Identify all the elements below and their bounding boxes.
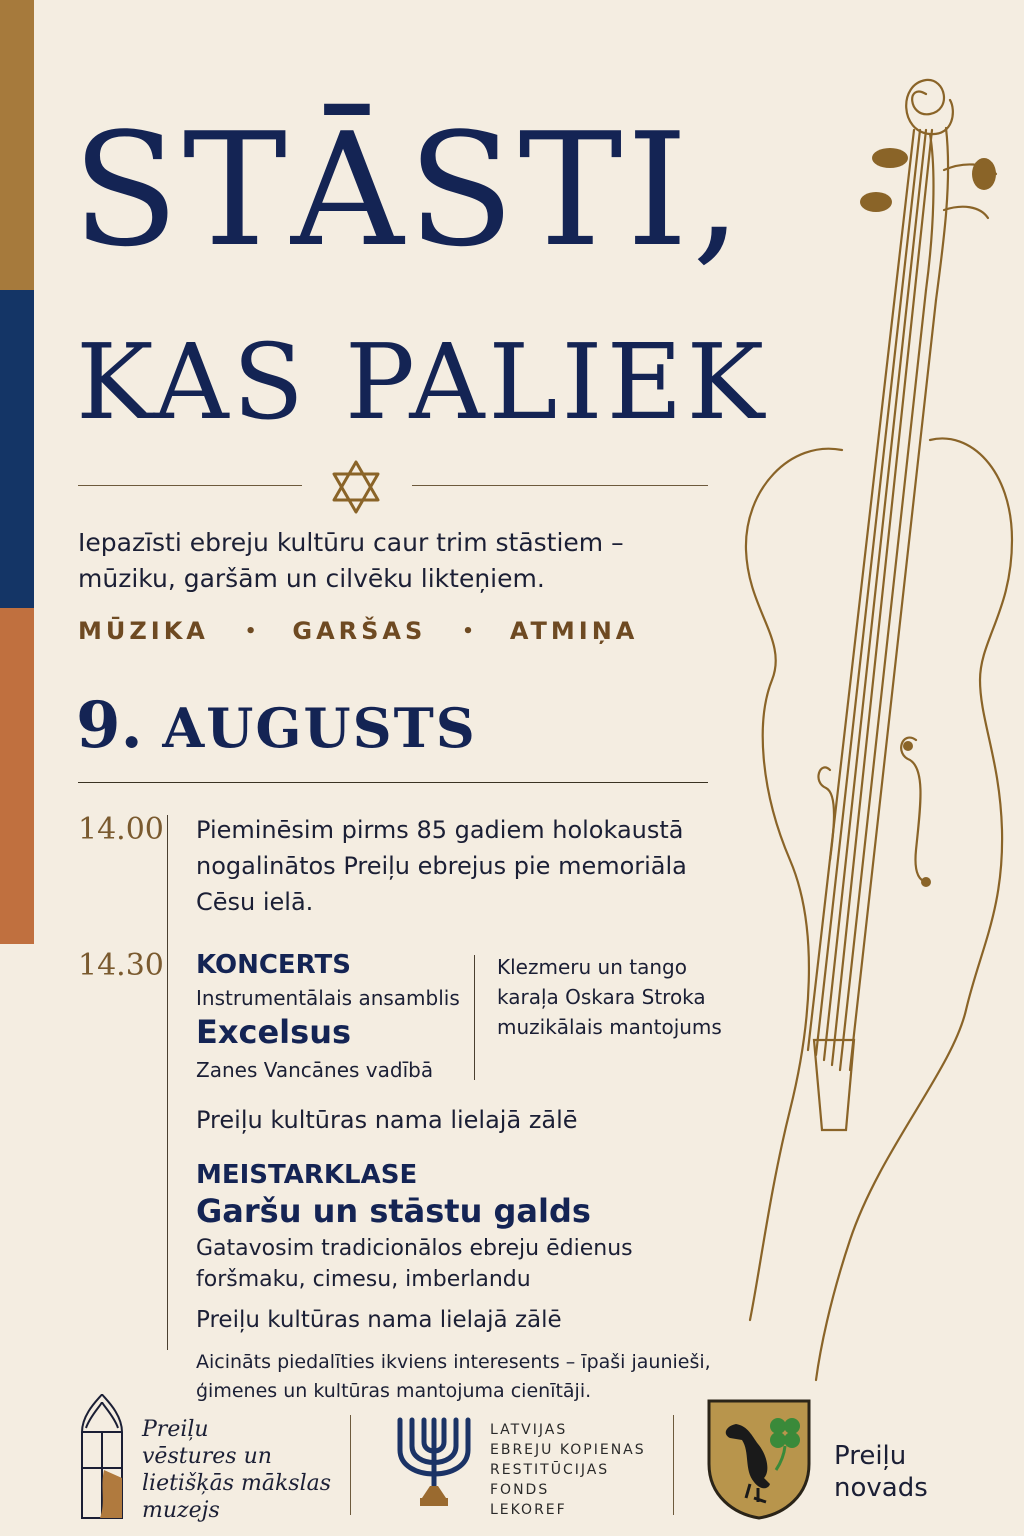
time-1400: 14.00 <box>78 812 164 847</box>
memorial-text: Pieminēsim pirms 85 gadiem holokaustā nogalinātos Preiļu ebrejus pie memoriāla Cēsu ielā. <box>196 816 687 916</box>
star-of-david-icon <box>326 456 386 516</box>
theme-separator: • <box>462 620 474 642</box>
title-line-2: KAS PALIEK <box>76 321 769 443</box>
title-rule-right <box>412 485 708 486</box>
date-rule <box>78 782 708 783</box>
invite-text: Aicināts piedalīties ikviens interesents – īpaši jaunieši, ģimenes un kultūras mantojuma cienītāji. <box>196 1351 711 1402</box>
ensemble-name: Excelsus <box>196 1013 352 1051</box>
stripe-gold <box>0 0 34 290</box>
ensemble-label: Instrumentālais ansamblis <box>196 986 460 1010</box>
time-1430: 14.30 <box>78 948 164 983</box>
schedule-line <box>167 815 168 1350</box>
theme-tastes: GARŠAS <box>292 617 427 645</box>
masterclass-venue: Preiļu kultūras nama lielajā zālē <box>196 1307 562 1333</box>
novads-name: Preiļu novads <box>834 1441 928 1503</box>
conductor: Zanes Vancānes vadībā <box>196 1058 434 1082</box>
intro-text: Iepazīsti ebreju kultūru caur trim stāstiem – mūziku, garšām un cilvēku likteņiem. <box>78 528 624 593</box>
lekoref-name: LATVIJAS EBREJU KOPIENAS RESTITŪCIJAS FONDS LEKOREF <box>490 1422 646 1518</box>
date-day: 9. <box>76 688 143 763</box>
stripe-copper <box>0 608 34 944</box>
masterclass-name: Garšu un stāstu galds <box>196 1192 591 1230</box>
stripe-navy <box>0 290 34 608</box>
theme-separator: • <box>244 620 257 642</box>
coat-of-arms-icon <box>706 1398 812 1520</box>
theme-music: MŪZIKA <box>78 617 209 645</box>
masterclass-desc: Gatavosim tradicionālos ebreju ēdienus foršmaku, cimesu, imberlandu <box>196 1236 633 1292</box>
museum-window-icon <box>80 1392 124 1520</box>
menorah-icon <box>392 1412 476 1510</box>
theme-memory: ATMIŅA <box>509 617 639 645</box>
footer-divider <box>350 1415 351 1515</box>
concert-venue: Preiļu kultūras nama lielajā zālē <box>196 1106 578 1134</box>
footer-divider <box>673 1415 674 1515</box>
violin-illustration <box>730 70 1024 1390</box>
concert-heading: KONCERTS <box>196 950 351 980</box>
title-rule-left <box>78 485 302 486</box>
title-line-1: STĀSTI, <box>72 99 746 281</box>
event-date <box>76 688 477 763</box>
concert-divider <box>474 955 475 1080</box>
museum-name: Preiļu vēstures un lietišķās mākslas muzejs <box>142 1417 332 1523</box>
masterclass-heading: MEISTARKLASE <box>196 1160 418 1190</box>
date-month: AUGUSTS <box>162 696 477 760</box>
themes-row <box>78 617 638 645</box>
concert-side-note: Klezmeru un tango karaļa Oskara Stroka muzikālais mantojums <box>497 955 722 1039</box>
